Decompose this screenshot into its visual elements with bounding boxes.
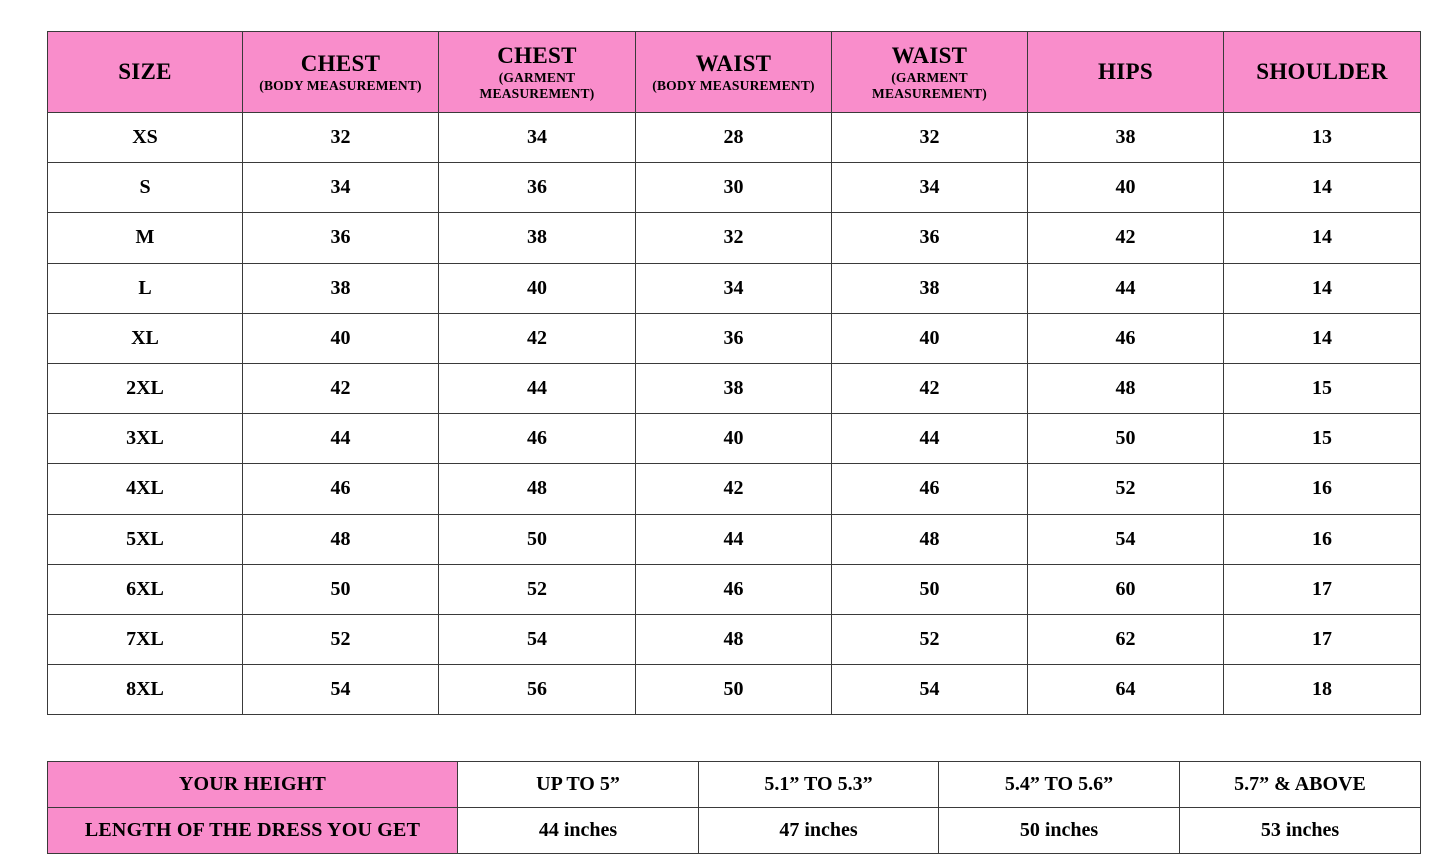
- size-chart-header: [48, 32, 1421, 113]
- cell-size: 5XL: [48, 514, 243, 564]
- cell-waist-body: 44: [636, 514, 832, 564]
- cell-size: 6XL: [48, 564, 243, 614]
- table-row: [48, 414, 1421, 464]
- cell-chest-garment: 54: [439, 614, 636, 664]
- cell-shoulder: 17: [1224, 564, 1421, 614]
- cell-hips: 40: [1028, 163, 1224, 213]
- cell-hips: 62: [1028, 614, 1224, 664]
- table-row: [48, 564, 1421, 614]
- cell-size: L: [48, 263, 243, 313]
- cell-chest-body: 40: [243, 313, 439, 363]
- cell-shoulder: 15: [1224, 414, 1421, 464]
- cell-waist-garment: 32: [832, 113, 1028, 163]
- cell-size: XL: [48, 313, 243, 363]
- cell-shoulder: 14: [1224, 163, 1421, 213]
- cell-shoulder: 17: [1224, 614, 1421, 664]
- cell-hips: 50: [1028, 414, 1224, 464]
- column-header-chest-garment: [439, 32, 636, 113]
- cell-waist-body: 34: [636, 263, 832, 313]
- cell-chest-body: 54: [243, 665, 439, 715]
- table-row: [48, 514, 1421, 564]
- table-row: [48, 163, 1421, 213]
- cell-length-1: 44 inches: [458, 808, 699, 854]
- cell-height-2: 5.1” TO 5.3”: [699, 762, 939, 808]
- cell-waist-body: 48: [636, 614, 832, 664]
- cell-hips: 52: [1028, 464, 1224, 514]
- cell-hips: 48: [1028, 363, 1224, 413]
- cell-shoulder: 14: [1224, 263, 1421, 313]
- height-length-table: [47, 761, 1421, 854]
- row-label-dress-length: LENGTH OF THE DRESS YOU GET: [48, 808, 458, 854]
- table-row: [48, 665, 1421, 715]
- cell-hips: 46: [1028, 313, 1224, 363]
- cell-hips: 54: [1028, 514, 1224, 564]
- table-row: [48, 213, 1421, 263]
- cell-length-2: 47 inches: [699, 808, 939, 854]
- cell-waist-body: 38: [636, 363, 832, 413]
- column-header-chest-body: [243, 32, 439, 113]
- cell-size: M: [48, 213, 243, 263]
- cell-hips: 64: [1028, 665, 1224, 715]
- column-header-waist-garment-label: WAIST: [891, 42, 968, 68]
- cell-waist-garment: 40: [832, 313, 1028, 363]
- cell-chest-garment: 42: [439, 313, 636, 363]
- cell-shoulder: 14: [1224, 313, 1421, 363]
- cell-height-1: UP TO 5”: [458, 762, 699, 808]
- column-header-chest-body-label: CHEST: [300, 50, 381, 76]
- column-header-shoulder-label: SHOULDER: [1256, 59, 1388, 84]
- table-row: [48, 113, 1421, 163]
- cell-length-4: 53 inches: [1180, 808, 1421, 854]
- cell-height-4: 5.7” & ABOVE: [1180, 762, 1421, 808]
- cell-waist-body: 42: [636, 464, 832, 514]
- cell-shoulder: 13: [1224, 113, 1421, 163]
- column-header-waist-body-label: WAIST: [695, 50, 772, 76]
- cell-chest-body: 46: [243, 464, 439, 514]
- cell-chest-garment: 48: [439, 464, 636, 514]
- cell-chest-garment: 38: [439, 213, 636, 263]
- cell-shoulder: 16: [1224, 464, 1421, 514]
- cell-chest-body: 36: [243, 213, 439, 263]
- column-header-waist-garment-sublabel: (GARMENT MEASUREMENT): [872, 70, 987, 101]
- cell-chest-garment: 34: [439, 113, 636, 163]
- cell-hips: 44: [1028, 263, 1224, 313]
- cell-size: 4XL: [48, 464, 243, 514]
- cell-chest-body: 48: [243, 514, 439, 564]
- cell-chest-body: 34: [243, 163, 439, 213]
- table-row: [48, 614, 1421, 664]
- cell-waist-body: 50: [636, 665, 832, 715]
- cell-waist-garment: 48: [832, 514, 1028, 564]
- height-length-body: [48, 762, 1421, 854]
- cell-hips: 60: [1028, 564, 1224, 614]
- cell-shoulder: 18: [1224, 665, 1421, 715]
- cell-waist-garment: 52: [832, 614, 1028, 664]
- cell-waist-body: 46: [636, 564, 832, 614]
- cell-waist-garment: 44: [832, 414, 1028, 464]
- cell-chest-garment: 44: [439, 363, 636, 413]
- cell-waist-garment: 34: [832, 163, 1028, 213]
- cell-size: 8XL: [48, 665, 243, 715]
- row-label-your-height: YOUR HEIGHT: [48, 762, 458, 808]
- cell-chest-body: 44: [243, 414, 439, 464]
- cell-chest-garment: 52: [439, 564, 636, 614]
- column-header-waist-body-sublabel: (BODY MEASUREMENT): [652, 77, 815, 93]
- table-row: [48, 464, 1421, 514]
- size-chart-body: [48, 113, 1421, 715]
- cell-chest-body: 50: [243, 564, 439, 614]
- cell-waist-garment: 42: [832, 363, 1028, 413]
- cell-hips: 42: [1028, 213, 1224, 263]
- cell-waist-body: 40: [636, 414, 832, 464]
- cell-waist-body: 30: [636, 163, 832, 213]
- size-chart-page: [47, 31, 1420, 854]
- cell-size: S: [48, 163, 243, 213]
- column-header-chest-garment-sublabel: (GARMENT MEASUREMENT): [479, 70, 595, 101]
- cell-chest-body: 52: [243, 614, 439, 664]
- cell-waist-garment: 50: [832, 564, 1028, 614]
- cell-shoulder: 16: [1224, 514, 1421, 564]
- cell-waist-garment: 38: [832, 263, 1028, 313]
- cell-waist-garment: 46: [832, 464, 1028, 514]
- column-header-size: [48, 32, 243, 113]
- table-row: [48, 363, 1421, 413]
- cell-length-3: 50 inches: [939, 808, 1180, 854]
- cell-chest-garment: 50: [439, 514, 636, 564]
- cell-chest-body: 42: [243, 363, 439, 413]
- table-row-length: [48, 808, 1421, 854]
- cell-height-3: 5.4” TO 5.6”: [939, 762, 1180, 808]
- cell-chest-garment: 56: [439, 665, 636, 715]
- cell-waist-body: 36: [636, 313, 832, 363]
- column-header-waist-body: [636, 32, 832, 113]
- cell-hips: 38: [1028, 113, 1224, 163]
- cell-shoulder: 15: [1224, 363, 1421, 413]
- cell-size: 3XL: [48, 414, 243, 464]
- table-row: [48, 263, 1421, 313]
- cell-size: 2XL: [48, 363, 243, 413]
- size-chart-table: [47, 31, 1421, 715]
- cell-chest-body: 32: [243, 113, 439, 163]
- table-row: [48, 313, 1421, 363]
- cell-chest-garment: 40: [439, 263, 636, 313]
- table-row-height: [48, 762, 1421, 808]
- cell-waist-garment: 36: [832, 213, 1028, 263]
- cell-waist-body: 32: [636, 213, 832, 263]
- column-header-chest-body-sublabel: (BODY MEASUREMENT): [259, 77, 422, 93]
- header-row: [48, 32, 1421, 113]
- cell-chest-body: 38: [243, 263, 439, 313]
- cell-waist-garment: 54: [832, 665, 1028, 715]
- column-header-waist-garment: [832, 32, 1028, 113]
- column-header-size-label: SIZE: [118, 59, 172, 84]
- column-header-chest-garment-label: CHEST: [497, 42, 577, 68]
- cell-chest-garment: 46: [439, 414, 636, 464]
- cell-size: 7XL: [48, 614, 243, 664]
- cell-chest-garment: 36: [439, 163, 636, 213]
- column-header-shoulder: [1224, 32, 1421, 113]
- cell-waist-body: 28: [636, 113, 832, 163]
- column-header-hips-label: HIPS: [1098, 59, 1153, 84]
- cell-shoulder: 14: [1224, 213, 1421, 263]
- column-header-hips: [1028, 32, 1224, 113]
- cell-size: XS: [48, 113, 243, 163]
